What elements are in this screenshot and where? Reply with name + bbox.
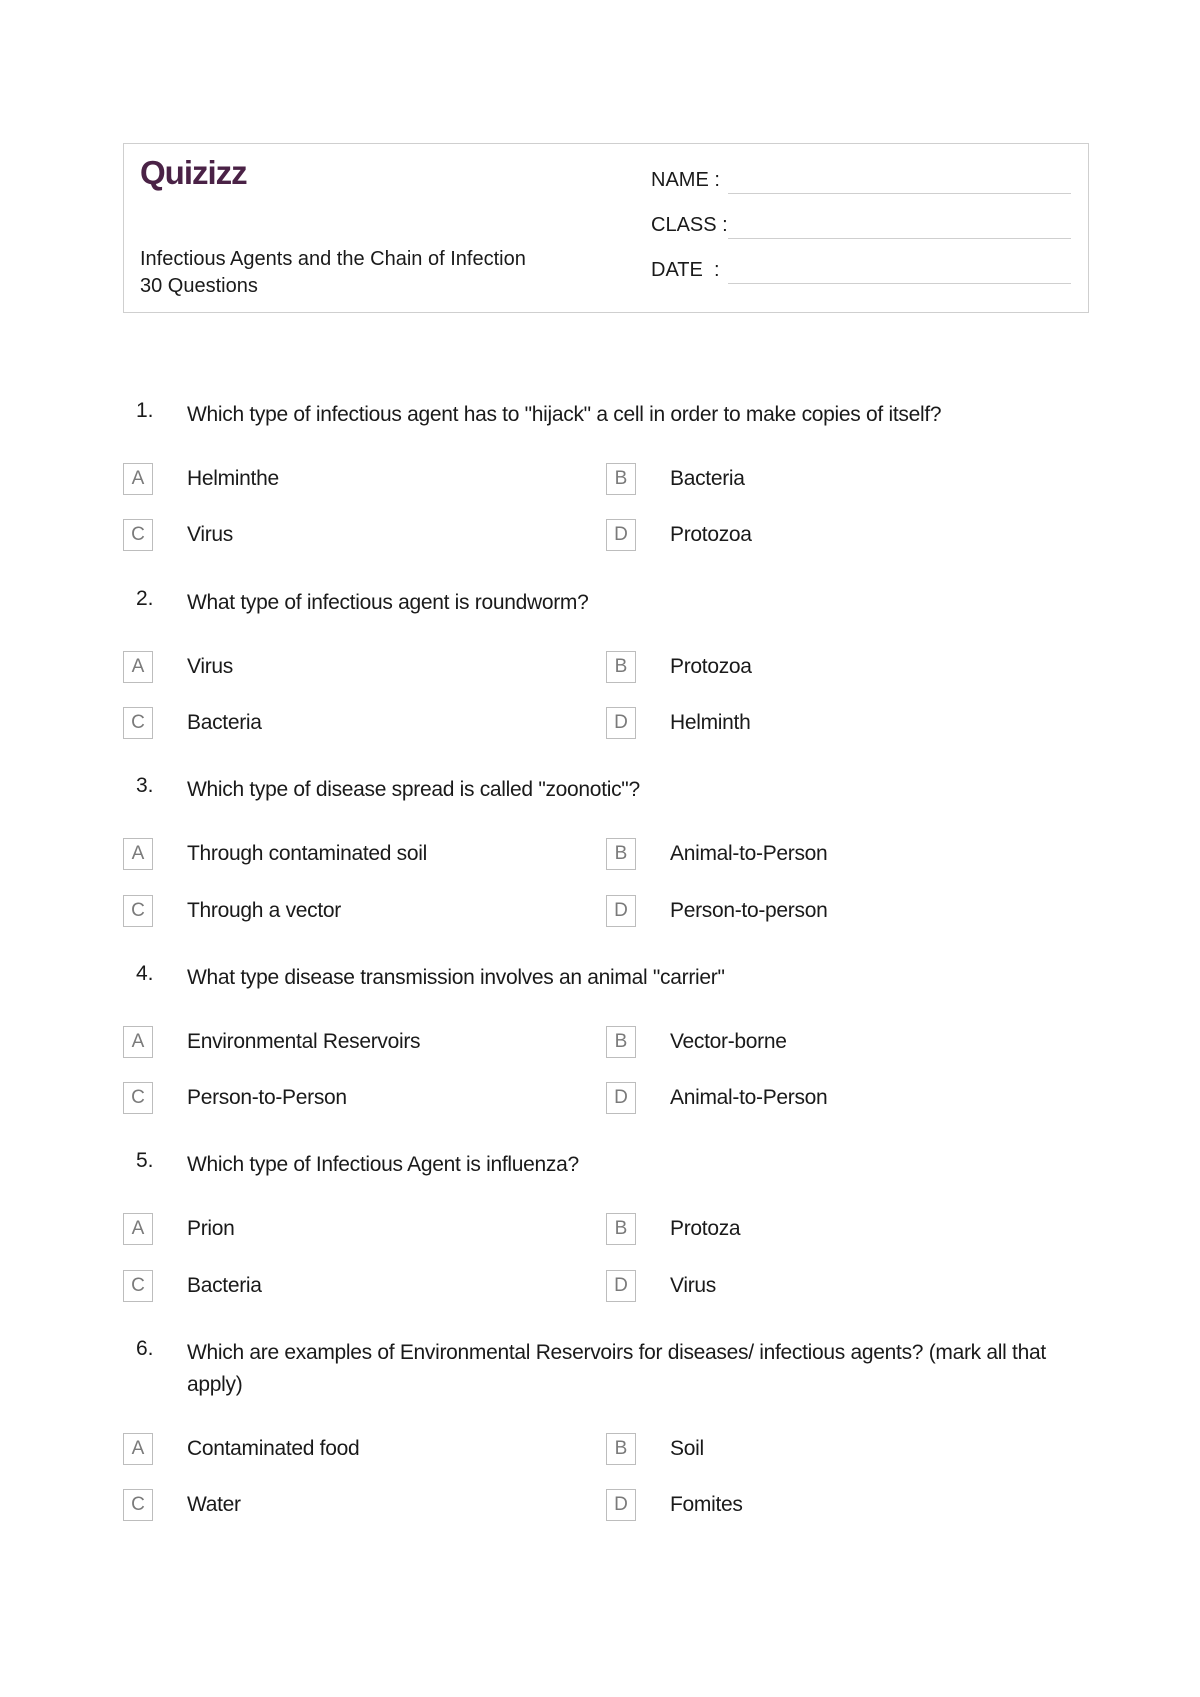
option-text: Environmental Reservoirs: [187, 1030, 421, 1053]
option-letter-box: A: [123, 651, 153, 683]
option-b[interactable]: [606, 1213, 1086, 1245]
option-letter-box: C: [123, 895, 153, 927]
option-b[interactable]: [606, 1433, 1086, 1465]
option-letter-box: D: [606, 519, 636, 551]
option-a[interactable]: [123, 463, 603, 495]
option-text: Protoza: [670, 1217, 741, 1240]
option-text: Helminth: [670, 711, 751, 734]
name-line[interactable]: [728, 193, 1071, 194]
option-b[interactable]: [606, 651, 1086, 683]
option-letter-box: C: [123, 1489, 153, 1521]
option-c[interactable]: [123, 519, 603, 551]
option-text: Bacteria: [187, 1274, 262, 1297]
question-number: 6.: [136, 1337, 154, 1360]
question-text: What type disease transmission involves an animal "carrier": [187, 966, 725, 989]
option-a[interactable]: [123, 1433, 603, 1465]
option-b[interactable]: [606, 463, 1086, 495]
option-letter-box: D: [606, 1270, 636, 1302]
option-letter-box: D: [606, 895, 636, 927]
option-text: Water: [187, 1493, 241, 1516]
option-text: Through a vector: [187, 899, 341, 922]
option-c[interactable]: [123, 1270, 603, 1302]
question-number: 3.: [136, 774, 154, 797]
option-text: Protozoa: [670, 523, 752, 546]
question-text: Which are examples of Environmental Reservoirs for diseases/ infectious agents? (mark all that apply): [187, 1341, 1046, 1396]
option-text: Person-to-Person: [187, 1086, 347, 1109]
option-c[interactable]: [123, 895, 603, 927]
question-4: [123, 962, 1089, 1122]
question-6: [123, 1337, 1089, 1529]
option-letter-box: A: [123, 1026, 153, 1058]
option-c[interactable]: [123, 1082, 603, 1114]
option-letter-box: A: [123, 463, 153, 495]
question-number: 1.: [136, 399, 154, 422]
question-text: Which type of Infectious Agent is influenza?: [187, 1153, 579, 1176]
option-text: Animal-to-Person: [670, 842, 828, 865]
option-d[interactable]: [606, 1489, 1086, 1521]
question-1: [123, 399, 1089, 559]
option-text: Person-to-person: [670, 899, 828, 922]
option-text: Contaminated food: [187, 1437, 360, 1460]
option-text: Bacteria: [187, 711, 262, 734]
class-label: CLASS :: [651, 214, 728, 236]
option-text: Bacteria: [670, 467, 745, 490]
option-letter-box: B: [606, 1213, 636, 1245]
quiz-title-block: [140, 246, 526, 300]
option-text: Helminthe: [187, 467, 279, 490]
option-letter-box: A: [123, 838, 153, 870]
question-number: 4.: [136, 962, 154, 985]
option-c[interactable]: [123, 707, 603, 739]
option-letter-box: B: [606, 1433, 636, 1465]
option-a[interactable]: [123, 651, 603, 683]
option-letter-box: C: [123, 1082, 153, 1114]
option-text: Through contaminated soil: [187, 842, 427, 865]
option-text: Soil: [670, 1437, 704, 1460]
date-line[interactable]: [728, 283, 1071, 284]
quizizz-logo: Quizizz: [140, 154, 247, 191]
option-letter-box: D: [606, 1082, 636, 1114]
option-letter-box: A: [123, 1213, 153, 1245]
option-text: Prion: [187, 1217, 235, 1240]
question-text: Which type of infectious agent has to "hijack" a cell in order to make copies of itself?: [187, 403, 942, 426]
option-a[interactable]: [123, 838, 603, 870]
option-a[interactable]: [123, 1213, 603, 1245]
option-letter-box: B: [606, 1026, 636, 1058]
name-label: NAME :: [651, 169, 720, 191]
option-letter-box: C: [123, 1270, 153, 1302]
option-d[interactable]: [606, 1270, 1086, 1302]
option-text: Protozoa: [670, 655, 752, 678]
option-text: Animal-to-Person: [670, 1086, 828, 1109]
date-field[interactable]: [651, 257, 1071, 287]
option-letter-box: B: [606, 838, 636, 870]
question-5: [123, 1149, 1089, 1309]
option-b[interactable]: [606, 1026, 1086, 1058]
name-field[interactable]: [651, 167, 1071, 197]
option-a[interactable]: [123, 1026, 603, 1058]
option-c[interactable]: [123, 1489, 603, 1521]
option-letter-box: B: [606, 463, 636, 495]
option-d[interactable]: [606, 895, 1086, 927]
class-field[interactable]: [651, 212, 1071, 242]
quiz-title: Infectious Agents and the Chain of Infection: [140, 248, 526, 270]
question-number: 5.: [136, 1149, 154, 1172]
option-letter-box: D: [606, 1489, 636, 1521]
question-text: What type of infectious agent is roundworm?: [187, 591, 589, 614]
class-line[interactable]: [728, 238, 1071, 239]
option-text: Virus: [187, 523, 233, 546]
option-letter-box: C: [123, 707, 153, 739]
option-text: Virus: [187, 655, 233, 678]
question-text: Which type of disease spread is called "zoonotic"?: [187, 778, 640, 801]
question-3: [123, 774, 1089, 934]
option-d[interactable]: [606, 519, 1086, 551]
option-text: Virus: [670, 1274, 716, 1297]
option-letter-box: C: [123, 519, 153, 551]
question-2: [123, 587, 1089, 747]
option-b[interactable]: [606, 838, 1086, 870]
question-number: 2.: [136, 587, 154, 610]
date-label: DATE :: [651, 259, 720, 281]
option-text: Vector-borne: [670, 1030, 787, 1053]
option-letter-box: D: [606, 707, 636, 739]
worksheet-header: [123, 143, 1089, 313]
option-letter-box: A: [123, 1433, 153, 1465]
option-d[interactable]: [606, 707, 1086, 739]
question-count: 30 Questions: [140, 275, 258, 297]
option-d[interactable]: [606, 1082, 1086, 1114]
option-text: Fomites: [670, 1493, 743, 1516]
option-letter-box: B: [606, 651, 636, 683]
